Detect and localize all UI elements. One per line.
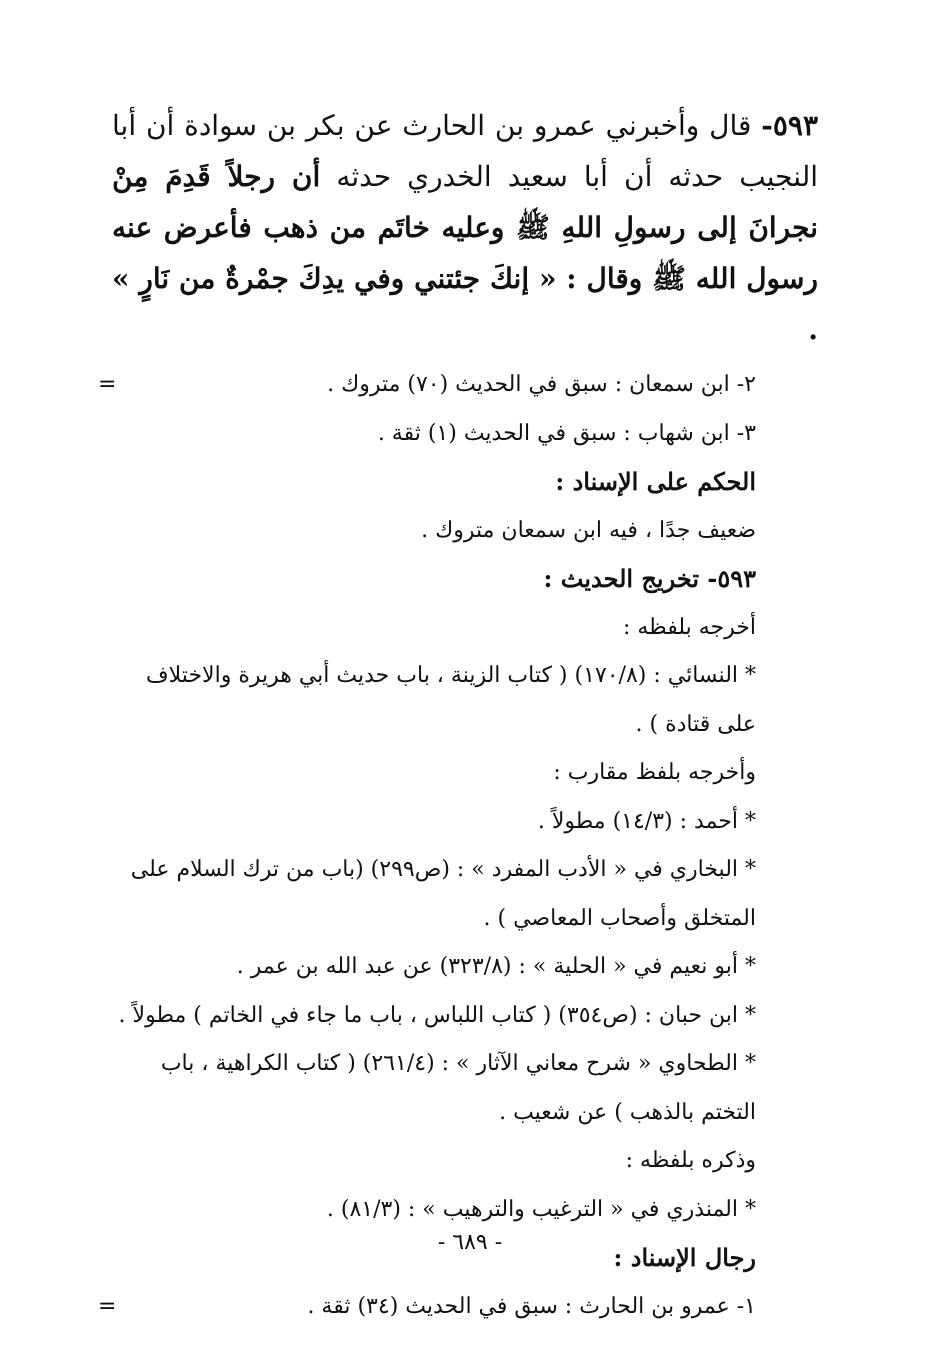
source-tahawi: * الطحاوي « شرح معاني الآثار » : (٢٦١/٤) ( كتاب الكراهية ، باب التختم بالذهب ) عن شعيب .: [160, 1051, 756, 1125]
narrator-2: ٢- ابن سمعان : سبق في الحديث (٧٠) متروك .: [327, 372, 756, 397]
narrator-1: ١- عمرو بن الحارث : سبق في الحديث (٣٤) ثقة .: [307, 1293, 756, 1319]
mentioned-label: وذكره بلفظه :: [625, 1148, 756, 1173]
source-bukhari: * البخاري في « الأدب المفرد » : (ص٢٩٩) (باب من ترك السلام على المتخلق وأصحاب المعاصي ) .: [130, 857, 756, 931]
takhrij-heading: ٥٩٣- تخريج الحديث :: [543, 564, 756, 593]
narrator-2-line: [98, 361, 818, 410]
hadith-intro: قال وأخبرني عمرو بن الحارث عن بكر بن سوادة أن أبا النجيب حدثه أن أبا سعيد الخدري حدثه: [112, 109, 818, 193]
footnotes: [98, 361, 818, 1331]
narrator-3: ٣- ابن شهاب : سبق في الحديث (١) ثقة .: [377, 420, 756, 446]
hadith-matn: أن رجلاً قَدِمَ مِنْ نجرانَ إلى رسولِ اللهِ ﷺ وعليه خاتَم من ذهب فأعرض عنه رسول الله ﷺ وقال : « إنكَ جئتني وفي يدِكَ جمْرةٌ من نَارٍ » .: [112, 160, 818, 346]
ruling-text: ضعيف جدًا ، فيه ابن سمعان متروك .: [421, 517, 756, 543]
source-ibn-hibban: * ابن حبان : (ص٣٥٤) ( كتاب اللباس ، باب ما جاء في الخاتم ) مطولاً .: [118, 1002, 756, 1028]
continuation-marker: =: [98, 372, 117, 397]
ruling-heading: الحكم على الإسناد :: [555, 467, 756, 496]
page-number: - ٦٨٩ -: [437, 1230, 503, 1255]
page-body: [98, 100, 818, 1331]
narrators-heading: رجال الإسناد :: [613, 1243, 756, 1272]
source-nasai: * النسائي : (١٧٠/٨) ( كتاب الزينة ، باب حديث أبي هريرة والاختلاف على قتادة ) .: [145, 663, 756, 737]
by-wording-label: أخرجه بلفظه :: [622, 614, 756, 640]
hadith-number: ٥٩٣-: [761, 109, 818, 142]
source-ahmad: * أحمد : (١٤/٣) مطولاً .: [537, 808, 756, 834]
narrator-1-line: [98, 1283, 818, 1332]
hadith-text: [112, 100, 818, 355]
source-abu-nuaym: * أبو نعيم في « الحلية » : (٣٢٣/٨) عن عبد الله بن عمر .: [236, 954, 756, 979]
source-mundhiri: * المنذري في « الترغيب والترهيب » : (٨١/٣) .: [326, 1196, 756, 1222]
similar-wording-label: وأخرجه بلفظ مقارب :: [553, 760, 756, 785]
end-marker: =: [98, 1293, 117, 1319]
